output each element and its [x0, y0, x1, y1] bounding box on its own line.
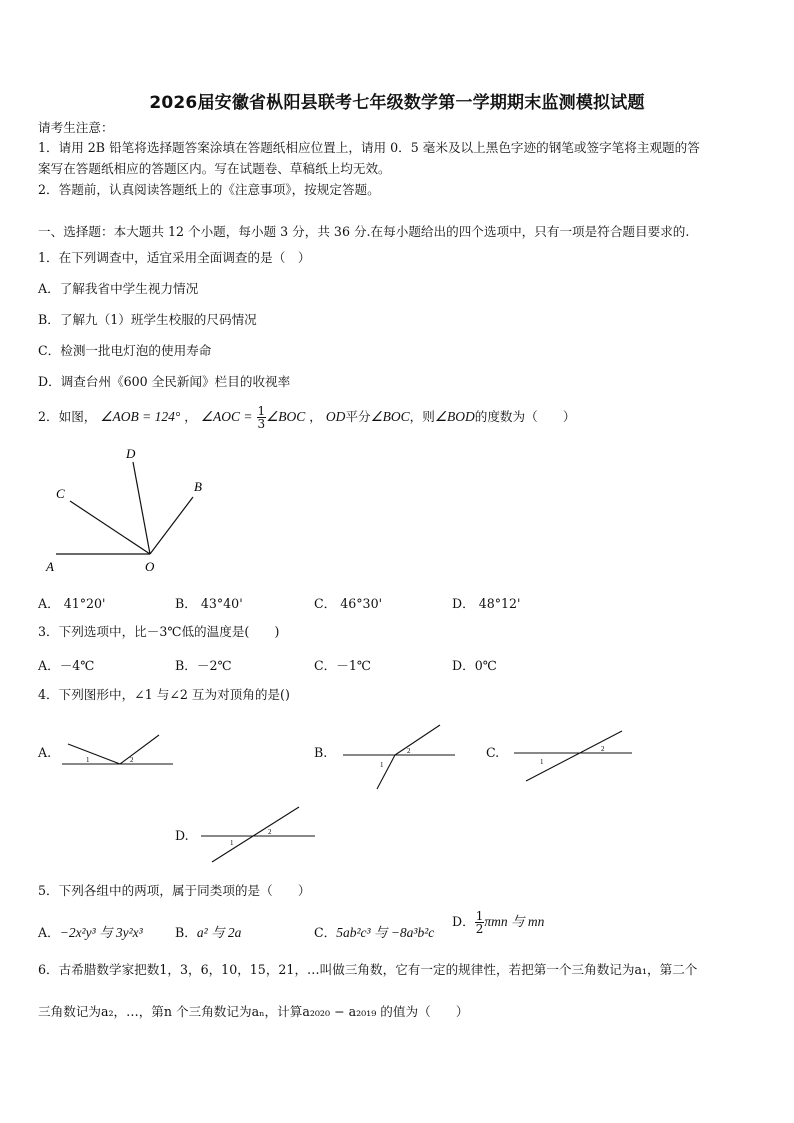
ray-ob — [150, 497, 193, 554]
notice-item-1-cont: 案写在答题纸相应的答题区内。写在试题卷、草稿纸上均无效。 — [38, 161, 391, 176]
q3-option-a: A．－4℃ — [38, 658, 95, 673]
label-d: D — [126, 446, 136, 461]
q3-option-d: D．0℃ — [452, 658, 497, 673]
q3-option-c: C．－1℃ — [314, 658, 371, 673]
ray-od — [133, 462, 150, 554]
q2-option-c: C． 46°30' — [314, 596, 383, 611]
q1-option-b: B．了解九（1）班学生校服的尺码情况 — [38, 312, 257, 327]
page-title: 2026届安徽省枞阳县联考七年级数学第一学期期末监测模拟试题 — [149, 93, 645, 113]
svg-text:2: 2 — [268, 828, 272, 836]
label-c: C — [56, 486, 65, 501]
q2-option-d: D． 48°12' — [452, 596, 521, 611]
q3-option-b: B．－2℃ — [175, 658, 232, 673]
q2-angle-figure — [40, 446, 220, 576]
svg-text:1: 1 — [380, 761, 384, 769]
svg-text:2: 2 — [601, 745, 605, 753]
label-a: A — [46, 559, 54, 574]
q4-option-a-label: A. — [38, 745, 52, 760]
q6-line-1: 6．古希腊数学家把数1，3，6，10，15，21，…叫做三角数，它有一定的规律性，若把第一个三角数记为a₁，第二个 — [38, 962, 698, 977]
ray-oc — [70, 501, 150, 554]
q4-option-c-label: C. — [486, 745, 500, 760]
q2-fraction: $\frac{1}{3}$ — [257, 404, 266, 431]
q5-stem: 5．下列各组中的两项，属于同类项的是（ ） — [38, 883, 311, 898]
q4-figure-a — [60, 730, 180, 770]
q5-d-fraction: $\frac{1}{2}$ — [475, 909, 484, 936]
section-heading: 一、选择题：本大题共 12 个小题，每小题 3 分，共 36 分.在每小题给出的四个选项中，只有一项是符合题目要求的. — [38, 224, 690, 239]
q4-stem: 4．下列图形中，∠1 与∠2 互为对顶角的是() — [38, 687, 290, 702]
svg-text:2: 2 — [407, 747, 411, 755]
q5-option-a: A．−2x²y³ 与 3y²x³ — [38, 925, 143, 940]
q3-stem: 3．下列选项中，比－3℃低的温度是( ) — [38, 624, 280, 639]
q4-option-d-label: D. — [175, 828, 189, 843]
q1-option-a: A．了解我省中学生视力情况 — [38, 281, 199, 296]
q2-option-b: B． 43°40' — [175, 596, 243, 611]
svg-text:2: 2 — [130, 756, 134, 764]
label-o: O — [145, 559, 155, 574]
q4-option-b-label: B. — [314, 745, 328, 760]
q5-option-c: C．5ab²c³ 与 −8a³b²c — [314, 925, 435, 940]
notice-item-2: 2．答题前，认真阅读答题纸上的《注意事项》，按规定答题。 — [38, 182, 380, 197]
notice-heading: 请考生注意： — [38, 120, 114, 135]
q4-figure-b — [340, 722, 460, 792]
q1-option-c: C．检测一批电灯泡的使用寿命 — [38, 343, 212, 358]
q5-option-b: B．a² 与 2a — [175, 925, 242, 940]
svg-text:1: 1 — [540, 758, 544, 766]
q6-line-2: 三角数记为a₂，…，第n 个三角数记为aₙ，计算a₂₀₂₀ − a₂₀₁₉ 的值为（ ） — [38, 1004, 469, 1019]
q4-figure-d — [198, 804, 318, 864]
q4-figure-c — [512, 728, 637, 784]
label-b: B — [194, 479, 202, 494]
q1-option-d: D．调查台州《600 全民新闻》栏目的收视率 — [38, 374, 291, 389]
q2-stem: 2．如图， ∠AOB = 124° ， ∠AOC = $\frac{1}{3}$ ∠BOC ， OD平分∠BOC，则∠BOD的度数为（ ） — [38, 404, 576, 431]
q2-option-a: A． 41°20' — [38, 596, 106, 611]
svg-text:1: 1 — [86, 756, 90, 764]
q5-option-d: D． $\frac{1}{2}$ πmn 与 mn — [452, 909, 545, 936]
svg-text:1: 1 — [230, 839, 234, 847]
q1-stem: 1．在下列调查中，适宜采用全面调查的是（ ） — [38, 250, 311, 265]
notice-item-1: 1．请用 2B 铅笔将选择题答案涂填在答题纸相应位置上，请用 0．5 毫米及以上黑色字迹的钢笔或签字笔将主观题的答 — [38, 140, 700, 155]
